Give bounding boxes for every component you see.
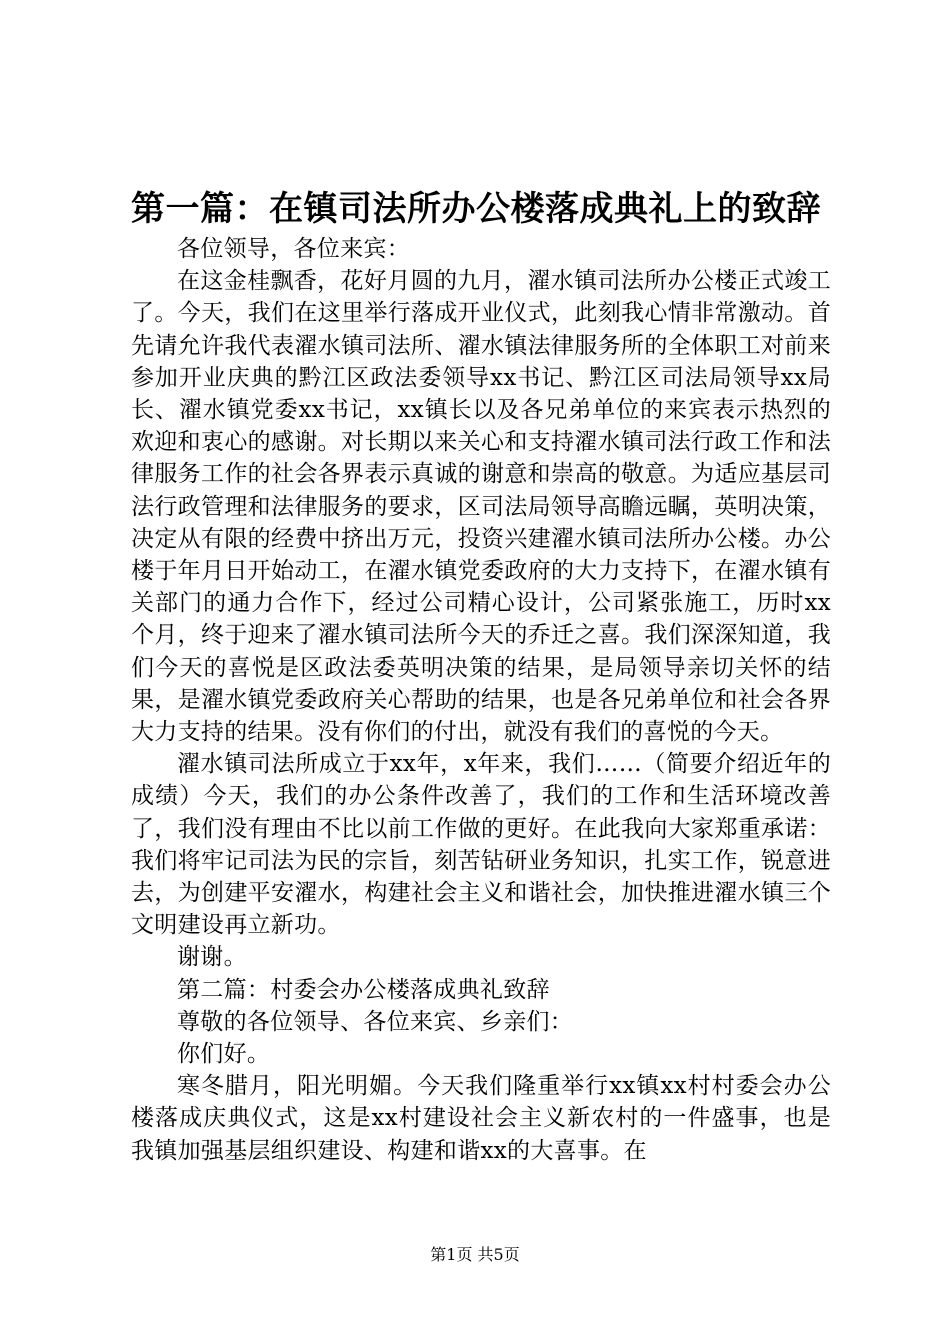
section-heading: 第二篇：村委会办公楼落成典礼致辞 — [177, 976, 550, 1003]
body-paragraph: 寒冬腊月，阳光明媚。今天我们隆重举行xx镇xx村村委会办公楼落成庆典仪式，这是xx村建设社会主义新农村的一件盛事，也是我镇加强基层组织建设、构建和谐xx的大喜事。在 — [131, 1073, 831, 1164]
salutation-paragraph: 尊敬的各位领导、各位来宾、乡亲们： — [177, 1008, 574, 1035]
closing-paragraph: 谢谢。 — [177, 944, 247, 971]
body-paragraph: 濯水镇司法所成立于xx年，x年来，我们……（简要介绍近年的成绩）今天，我们的办公条件改善了，我们的工作和生活环境改善了，我们没有理由不比以前工作做的更好。在此我向大家郑重承诺：我们将牢记司法为民的宗旨，刻苦钻研业务知识，扎实工作，锐意进去，为创建平安濯水，构建社会主义和谐社会，加快推进濯水镇三个文明建设再立新功。 — [131, 751, 831, 939]
document-title: 第一篇：在镇司法所办公楼落成典礼上的致辞 — [131, 189, 821, 229]
body-paragraph: 在这金桂飘香，花好月圆的九月，濯水镇司法所办公楼正式竣工了。今天，我们在这里举行落成开业仪式，此刻我心情非常激动。首先请允许我代表濯水镇司法所、濯水镇法律服务所的全体职工对前来参加开业庆典的黔江区政法委领导xx书记、黔江区司法局领导xx局长、濯水镇党委xx书记，xx镇长以及各兄弟单位的来宾表示热烈的欢迎和衷心的感谢。对长期以来关心和支持濯水镇司法行政工作和法律服务工作的社会各界表示真诚的谢意和崇高的敬意。为适应基层司法行政管理和法律服务的要求，区司法局领导高瞻远瞩，英明决策，决定从有限的经费中挤出万元，投资兴建濯水镇司法所办公楼。办公楼于年月日开始动工，在濯水镇党委政府的大力支持下，在濯水镇有关部门的通力合作下，经过公司精心设计，公司紧张施工，历时xx个月，终于迎来了濯水镇司法所今天的乔迁之喜。我们深深知道，我们今天的喜悦是区政法委英明决策的结果，是局领导亲切关怀的结果，是濯水镇党委政府关心帮助的结果，也是各兄弟单位和社会各界大力支持的结果。没有你们的付出，就没有我们的喜悦的今天。 — [131, 268, 831, 746]
greeting-paragraph: 你们好。 — [177, 1041, 271, 1068]
document-body — [131, 233, 831, 1167]
page-number: 第1页 共5页 — [430, 1245, 520, 1264]
salutation-paragraph: 各位领导，各位来宾： — [177, 236, 410, 262]
